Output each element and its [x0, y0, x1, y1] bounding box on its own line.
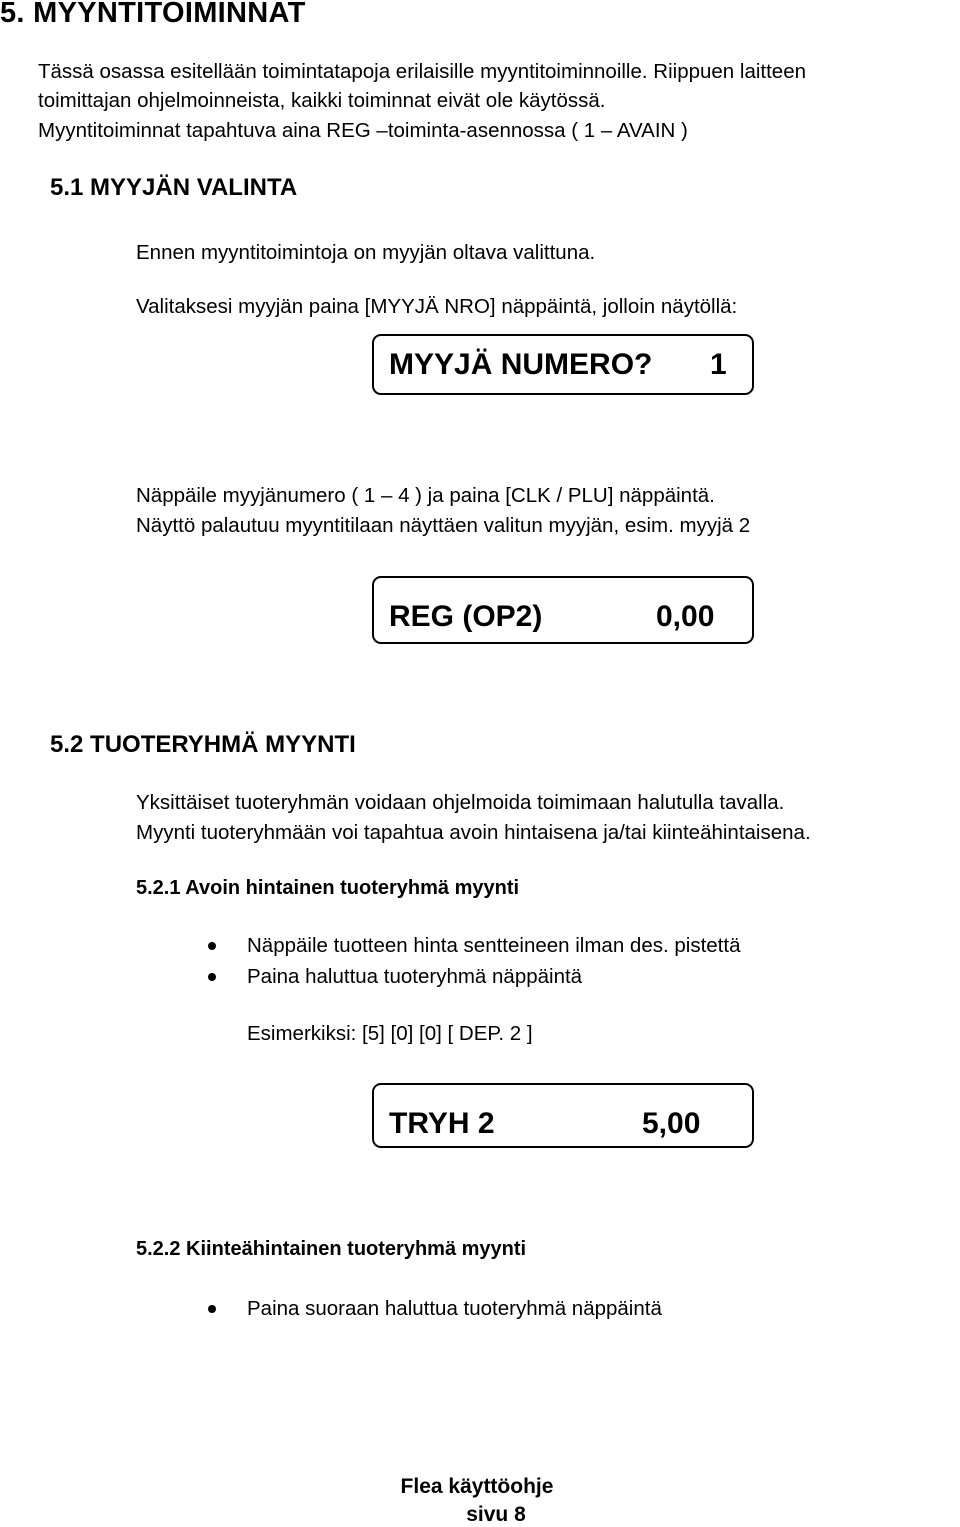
display-value: 1 — [710, 348, 727, 381]
s52-line-2: Myynti tuoteryhmään voi tapahtua avoin hintaisena ja/tai kiinteähintaisena. — [136, 821, 811, 844]
subsection-5-2-title: 5.2 TUOTERYHMÄ MYYNTI — [50, 731, 356, 758]
s521-bullet-2: Paina haluttua tuoteryhmä näppäintä — [247, 965, 583, 988]
display-value: 0,00 — [656, 600, 715, 633]
intro-line-3: Myyntitoiminnat tapahtuva aina REG –toiminta-asennossa ( 1 – AVAIN ) — [38, 119, 688, 142]
footer-page-number: sivu 8 — [466, 1503, 526, 1526]
intro-line-1: Tässä osassa esitellään toimintatapoja erilaisille myyntitoiminnoille. Riippuen laitteen — [38, 60, 806, 83]
s521-bullet-1: Näppäile tuotteen hinta sentteineen ilman des. pistettä — [247, 934, 741, 957]
footer-title: Flea käyttöohje — [400, 1475, 554, 1498]
subsection-5-2-2-title: 5.2.2 Kiinteähintainen tuoteryhmä myynti — [136, 1238, 527, 1260]
bullet-icon — [208, 973, 216, 981]
display-label: MYYJÄ NUMERO? — [389, 348, 653, 381]
s51-line-1: Ennen myyntitoimintoja on myyjän oltava valittuna. — [136, 241, 596, 264]
s51-line-2: Valitaksesi myyjän paina [MYYJÄ NRO] näppäintä, jolloin näytöllä: — [136, 295, 738, 318]
display-value: 5,00 — [642, 1107, 701, 1140]
bullet-icon — [208, 942, 216, 950]
intro-line-2: toimittajan ohjelmoinneista, kaikki toiminnat eivät ole käytössä. — [38, 89, 606, 112]
display-tryh2 — [372, 1083, 754, 1148]
s522-bullet-1: Paina suoraan haluttua tuoteryhmä näppäintä — [247, 1297, 662, 1320]
s521-example: Esimerkiksi: [5] [0] [0] [ DEP. 2 ] — [247, 1022, 533, 1045]
display-label: REG (OP2) — [389, 600, 543, 633]
subsection-5-2-1-title: 5.2.1 Avoin hintainen tuoteryhmä myynti — [136, 877, 520, 899]
s52-line-1: Yksittäiset tuoteryhmän voidaan ohjelmoida toimimaan halutulla tavalla. — [136, 791, 785, 814]
display-label: TRYH 2 — [389, 1107, 495, 1140]
bullet-icon — [208, 1305, 216, 1313]
section-title: 5. MYYNTITOIMINNAT — [0, 0, 306, 29]
display-reg-op2 — [372, 576, 754, 644]
s51-line-4: Näyttö palautuu myyntitilaan näyttäen valitun myyjän, esim. myyjä 2 — [136, 514, 751, 537]
s51-line-3: Näppäile myyjänumero ( 1 – 4 ) ja paina [CLK / PLU] näppäintä. — [136, 484, 715, 507]
display-myyja-numero — [372, 334, 754, 395]
subsection-5-1-title: 5.1 MYYJÄN VALINTA — [50, 174, 298, 201]
